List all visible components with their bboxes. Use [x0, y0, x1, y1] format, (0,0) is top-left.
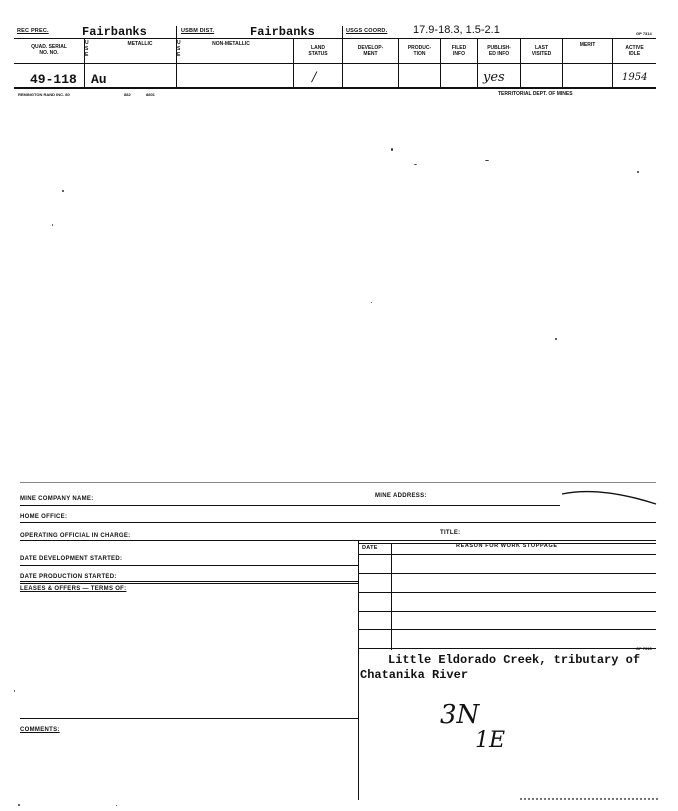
- printer-code-b: 8801: [146, 92, 155, 97]
- col-metallic: METALLIC: [127, 41, 153, 47]
- form-number-top: GP 7314: [636, 31, 652, 36]
- comments-label: COMMENTS:: [20, 727, 60, 733]
- row-active-idle: 1954: [622, 72, 648, 83]
- col-use-metallic: U S E: [85, 40, 89, 58]
- col-quad-serial: QUAD. SERIAL NO. NO.: [31, 44, 67, 56]
- printer-credit: REMINGTON RAND INC. 80: [18, 92, 70, 97]
- col-last-visited: LAST VISITED: [531, 45, 552, 57]
- divider: [176, 26, 177, 39]
- row-quad-serial: 49-118: [30, 72, 77, 87]
- col-development: DEVELOP- MENT: [357, 45, 384, 57]
- col-non-metallic: NON-METALLIC: [212, 41, 250, 47]
- location-line-1: Little Eldorado Creek, tributary of: [388, 653, 641, 667]
- date-header: DATE: [362, 545, 378, 551]
- divider: [342, 26, 343, 39]
- operating-official-label: OPERATING OFFICIAL IN CHARGE:: [20, 533, 131, 539]
- col-production: PRODUC- TION: [407, 45, 432, 57]
- pen-stroke: [560, 484, 658, 506]
- usgs-coord-value: 17.9-18.3, 1.5-2.1: [413, 24, 500, 36]
- rec-prec-label: REC PREC.: [17, 28, 49, 34]
- usbm-dist-value: Fairbanks: [250, 25, 315, 39]
- form-number-bottom: GP 7315: [636, 646, 652, 651]
- col-published-info: PUBLISH- ED INFO: [487, 45, 511, 57]
- usgs-coord-label: USGS COORD.: [346, 28, 388, 34]
- col-filed-info: FILED INFO: [451, 45, 467, 57]
- home-office-label: HOME OFFICE:: [20, 514, 68, 520]
- row-land-status: /: [312, 70, 317, 85]
- location-line-2: Chatanika River: [360, 668, 469, 682]
- printer-code-a: 882: [124, 92, 131, 97]
- row-published-info: yes: [483, 70, 505, 85]
- col-active-idle: ACTIVE IDLE: [625, 45, 644, 57]
- col-merit: MERIT: [579, 42, 596, 48]
- title-label: TITLE:: [440, 530, 461, 536]
- date-production-label: DATE PRODUCTION STARTED:: [20, 574, 117, 580]
- usbm-dist-label: USBM DIST.: [181, 28, 215, 34]
- range-handwritten: 1E: [475, 728, 506, 753]
- reason-header: REASON FOR WORK STOPPAGE: [456, 543, 558, 549]
- mine-address-label: MINE ADDRESS:: [375, 493, 427, 499]
- row-bottom-rule: [14, 87, 656, 89]
- row-rule: [14, 63, 656, 64]
- col-use-nonmetallic: U S E: [177, 40, 181, 58]
- col-land-status: LAND STATUS: [308, 45, 328, 57]
- township-handwritten: 3N: [440, 700, 480, 730]
- department-name: TERRITORIAL DEPT. OF MINES: [498, 91, 573, 97]
- rec-prec-value: Fairbanks: [82, 25, 147, 39]
- date-development-label: DATE DEVELOPMENT STARTED:: [20, 556, 123, 562]
- leases-offers-label: LEASES & OFFERS — TERMS OF:: [20, 586, 127, 592]
- mine-company-label: MINE COMPANY NAME:: [20, 496, 94, 502]
- row-metallic: Au: [91, 72, 107, 87]
